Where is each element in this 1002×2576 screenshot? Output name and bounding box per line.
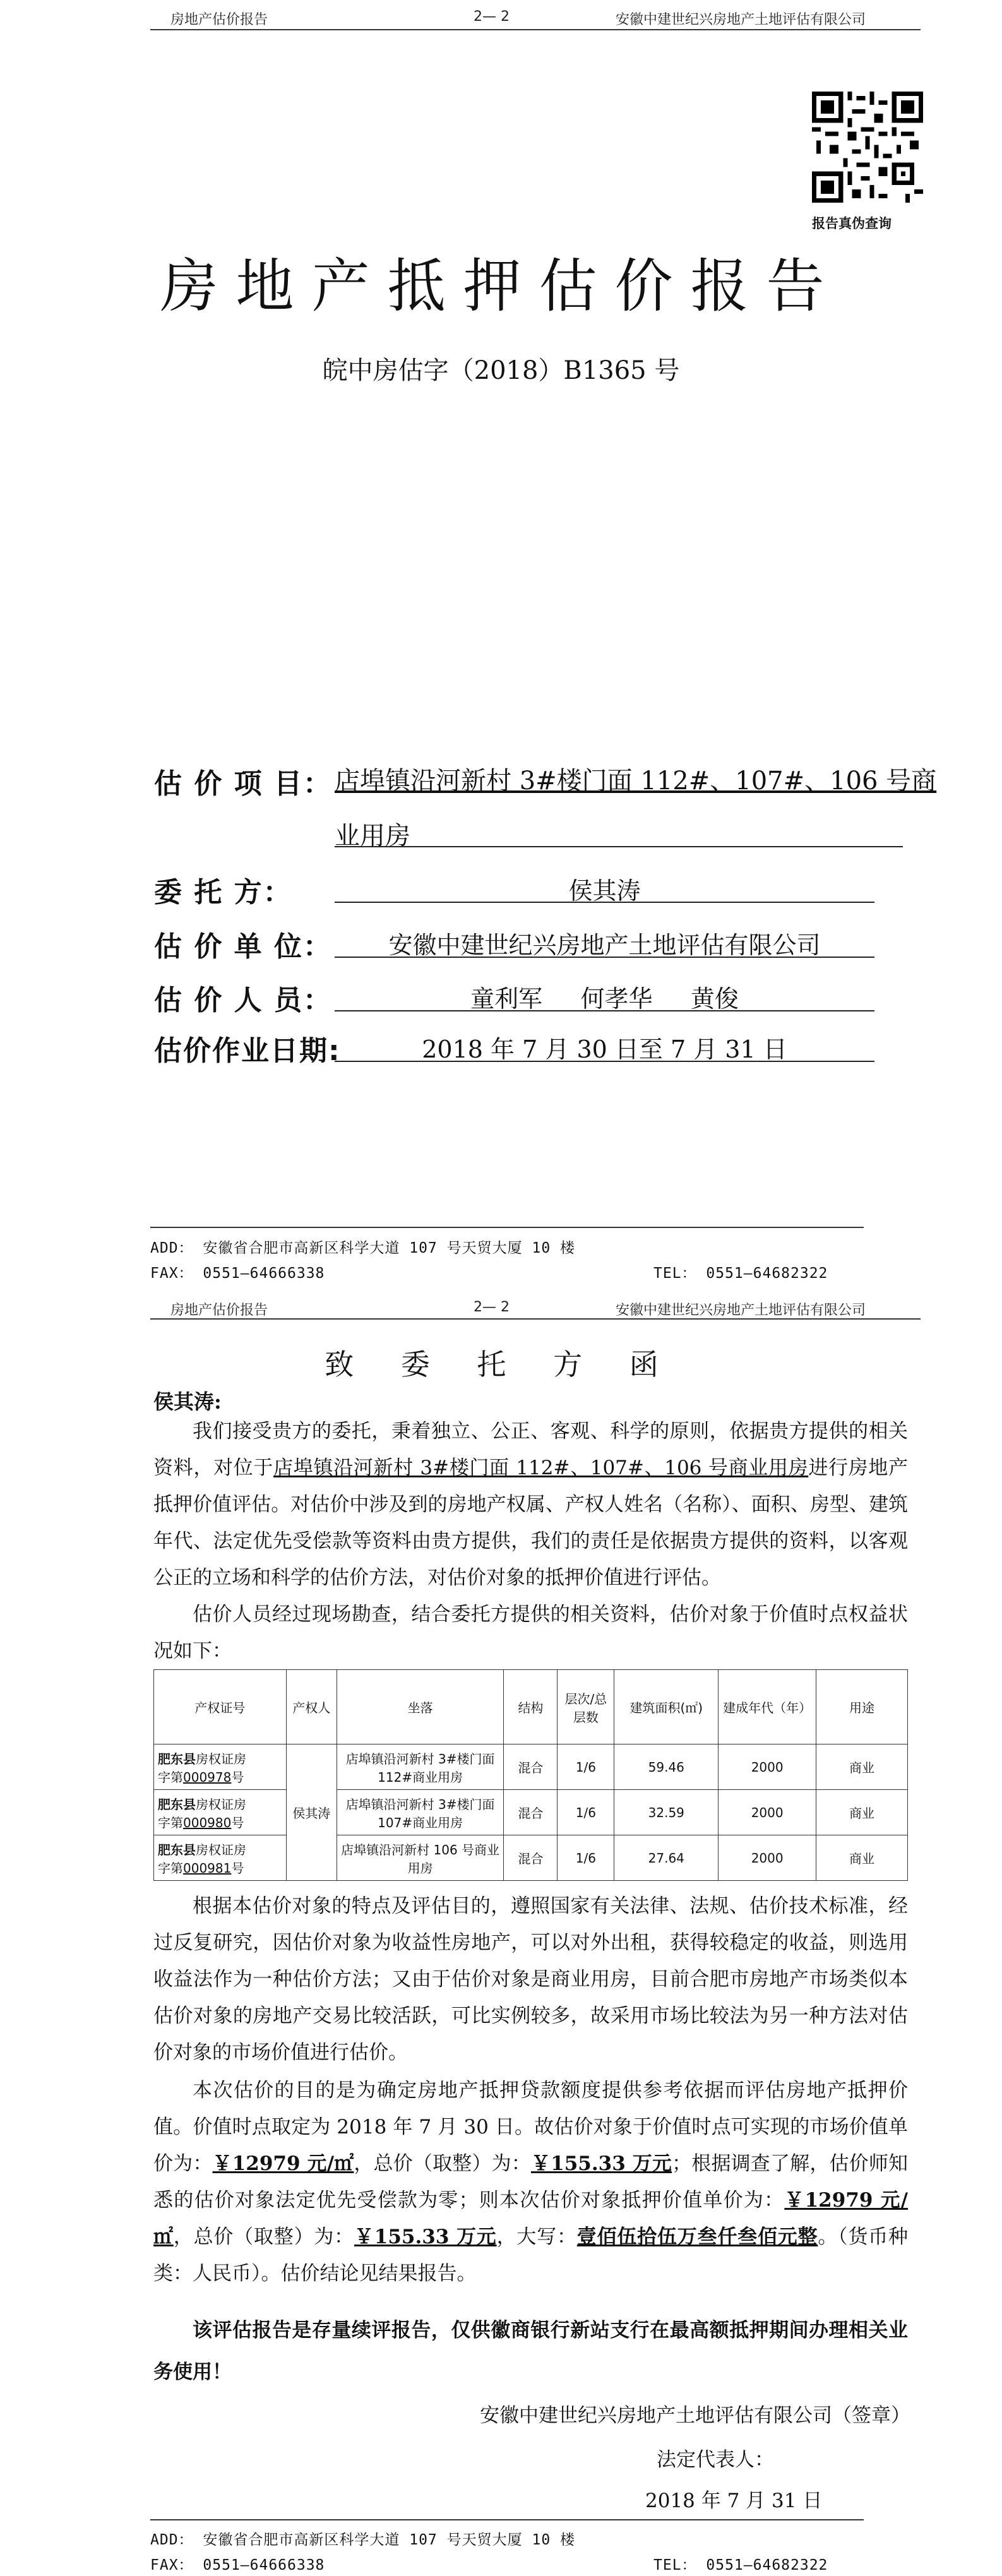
project-value-line2: 业用房: [335, 821, 410, 850]
footer-fax: FAX： 0551—64666338: [150, 1265, 325, 1282]
footer-tel: TEL： 0551—64682322: [653, 2557, 828, 2573]
table-cell: 商业: [816, 1835, 908, 1881]
table-cell: 混合: [504, 1790, 558, 1835]
header-left: 房地产估价报告: [170, 1303, 268, 1318]
table-cell: 2000: [719, 1744, 816, 1790]
unit-label: 估 价 单 位：: [154, 931, 332, 963]
table-cell: 1/6: [558, 1744, 614, 1790]
col-cert: 产权证号: [154, 1670, 287, 1744]
table-header-row: [154, 1670, 908, 1744]
footer-tel: TEL： 0551—64682322: [653, 1265, 828, 1282]
table-cell: 2000: [719, 1835, 816, 1881]
col-location: 坐落: [337, 1670, 504, 1744]
project-underline: [335, 846, 903, 847]
table-cell: 肥东县房权证房 字第000980号: [154, 1790, 287, 1835]
table-cell: 59.46: [614, 1744, 719, 1790]
footer-rule: [150, 1227, 864, 1228]
header-rule: [150, 29, 921, 30]
header-page-number: 2— 2: [474, 1299, 510, 1315]
table-row: [154, 1835, 908, 1881]
table-cell: 27.64: [614, 1835, 719, 1881]
table-cell: 1/6: [558, 1790, 614, 1835]
col-structure: 结构: [504, 1670, 558, 1744]
header-right: 安徽中建世纪兴房地产土地评估有限公司: [616, 12, 866, 28]
client-label: 委 托 方：: [154, 876, 292, 909]
report-title: 房地产抵押估价报告: [160, 253, 842, 320]
unit-value: 安徽中建世纪兴房地产土地评估有限公司: [388, 931, 821, 959]
table-cell: 商业: [816, 1790, 908, 1835]
report-number: 皖中房估字（2018）B1365 号: [322, 356, 680, 385]
header-rule: [150, 1318, 921, 1320]
qr-code-icon[interactable]: [812, 92, 923, 203]
table-cell: 1/6: [558, 1835, 614, 1881]
project-value-line1: 店埠镇沿河新村 3#楼门面 112#、107#、106 号商: [335, 766, 937, 796]
signature-date: 2018 年 7 月 31 日: [645, 2490, 823, 2512]
table-cell: 2000: [719, 1790, 816, 1835]
footer-rule: [150, 2519, 864, 2520]
table-cell: 肥东县房权证房 字第000981号: [154, 1835, 287, 1881]
project-label: 估 价 项 目：: [154, 768, 332, 800]
mortgage-unit-price: ￥12979 元/㎡: [153, 2189, 909, 2248]
table-cell: 混合: [504, 1744, 558, 1790]
table-cell: 32.59: [614, 1790, 719, 1835]
header-left: 房地产估价报告: [170, 12, 268, 28]
col-owner: 产权人: [286, 1670, 337, 1744]
date-value: 2018 年 7 月 30 日至 7 月 31 日: [422, 1035, 787, 1063]
table-cell: 店埠镇沿河新村 106 号商业用房: [337, 1835, 504, 1881]
qr-caption: 报告真伪查询: [812, 216, 892, 231]
table-cell: 店埠镇沿河新村 3#楼门面 107#商业用房: [337, 1790, 504, 1835]
header-page-number: 2— 2: [474, 9, 510, 25]
table-row: [154, 1744, 908, 1790]
header-right: 安徽中建世纪兴房地产土地评估有限公司: [616, 1303, 866, 1318]
status-paragraph: 估价人员经过现场勘查，结合委托方提供的相关资料，估价对象于价值时点权益状况如下：: [153, 1603, 908, 1662]
conclusion-paragraph: 本次估价的目的是为确定房地产抵押贷款额度提供参考依据而评估房地产抵押价值。价值时点取定为 2018 年 7 月 30 日。故估价对象于价值时点可实现的市场价值单价为：￥12979 元/㎡，总价（取整）为：￥155.33 万元；根据调查了解，估价师知悉的估价对象法定优先受偿款为零；则本次估价对象抵押价值单价为：￥12979 元/㎡，总价（取整）为：￥155.33 万元，大写：壹佰伍拾伍万叁仟叁佰元整。（货币种类：人民币）。估价结论见结果报告。: [153, 2079, 909, 2285]
salutation: 侯其涛:: [153, 1390, 222, 1414]
footer-address: ADD： 安徽省合肥市高新区科学大道 107 号天贸大厦 10 楼: [150, 1240, 576, 1256]
col-floor: 层次/总层数: [558, 1670, 614, 1744]
amount-in-words: 壹佰伍拾伍万叁仟叁佰元整: [576, 2226, 818, 2248]
letter-title: 致 委 托 方 函: [325, 1347, 677, 1381]
intro-paragraph: 我们接受贵方的委托，秉着独立、公正、客观、科学的原则，依据贵方提供的相关资料，对位于店埠镇沿河新村 3#楼门面 112#、107#、106 号商业用房进行房地产抵押价值评估。对估价中涉及到的房地产权属、产权人姓名（名称）、面积、房型、建筑年代、法定优先受偿款等资料由贵方提供，我们的责任是依据贵方提供的资料，以客观公正的立场和科学的估价方法，对估价对象的抵押价值进行评估。: [153, 1420, 909, 1589]
staff-value: 童利军 何孝华 黄俊: [470, 985, 739, 1013]
client-value: 侯其涛: [568, 877, 641, 905]
table-row: [154, 1790, 908, 1835]
col-use: 用途: [816, 1670, 908, 1744]
date-label: 估价作业日期:: [154, 1035, 341, 1067]
table-cell: 混合: [504, 1835, 558, 1881]
table-cell: 商业: [816, 1744, 908, 1790]
col-area: 建筑面积(㎡): [614, 1670, 719, 1744]
property-table: [153, 1669, 908, 1881]
signature-company: 安徽中建世纪兴房地产土地评估有限公司（签章）: [480, 2404, 910, 2427]
method-paragraph: 根据本估价对象的特点及评估目的，遵照国家有关法律、法规、估价技术标准，经过反复研究，因估价对象为收益性房地产，可以对外出租，获得较稳定的收益，则选用收益法作为一种估价方法；又由于估价对象是商业用房，目前合肥市房地产市场类似本估价对象的房地产交易比较活跃，可比实例较多，故采用市场比较法为另一种方法对估价对象的市场价值进行估价。: [153, 1895, 908, 2064]
property-underlined: 店埠镇沿河新村 3#楼门面 112#、107#、106 号商业用房: [273, 1457, 809, 1479]
signature-representative: 法定代表人：: [657, 2448, 774, 2471]
table-cell: 肥东县房权证房 字第000978号: [154, 1744, 287, 1790]
staff-label: 估 价 人 员：: [154, 984, 332, 1017]
table-cell: 店埠镇沿河新村 3#楼门面 112#商业用房: [337, 1744, 504, 1790]
mortgage-total-price: ￥155.33 万元: [354, 2226, 497, 2248]
usage-notice: 该评估报告是存量续评报告，仅供徽商银行新站支行在最高额抵押期间办理相关业务使用！: [153, 2319, 908, 2383]
owner-cell: 侯其涛: [286, 1744, 337, 1881]
unit-price: ￥12979 元/㎡: [212, 2152, 354, 2175]
footer-fax: FAX： 0551—64666338: [150, 2557, 325, 2573]
total-price: ￥155.33 万元: [530, 2152, 672, 2175]
footer-address: ADD： 安徽省合肥市高新区科学大道 107 号天贸大厦 10 楼: [150, 2532, 576, 2548]
col-year: 建成年代（年）: [719, 1670, 816, 1744]
